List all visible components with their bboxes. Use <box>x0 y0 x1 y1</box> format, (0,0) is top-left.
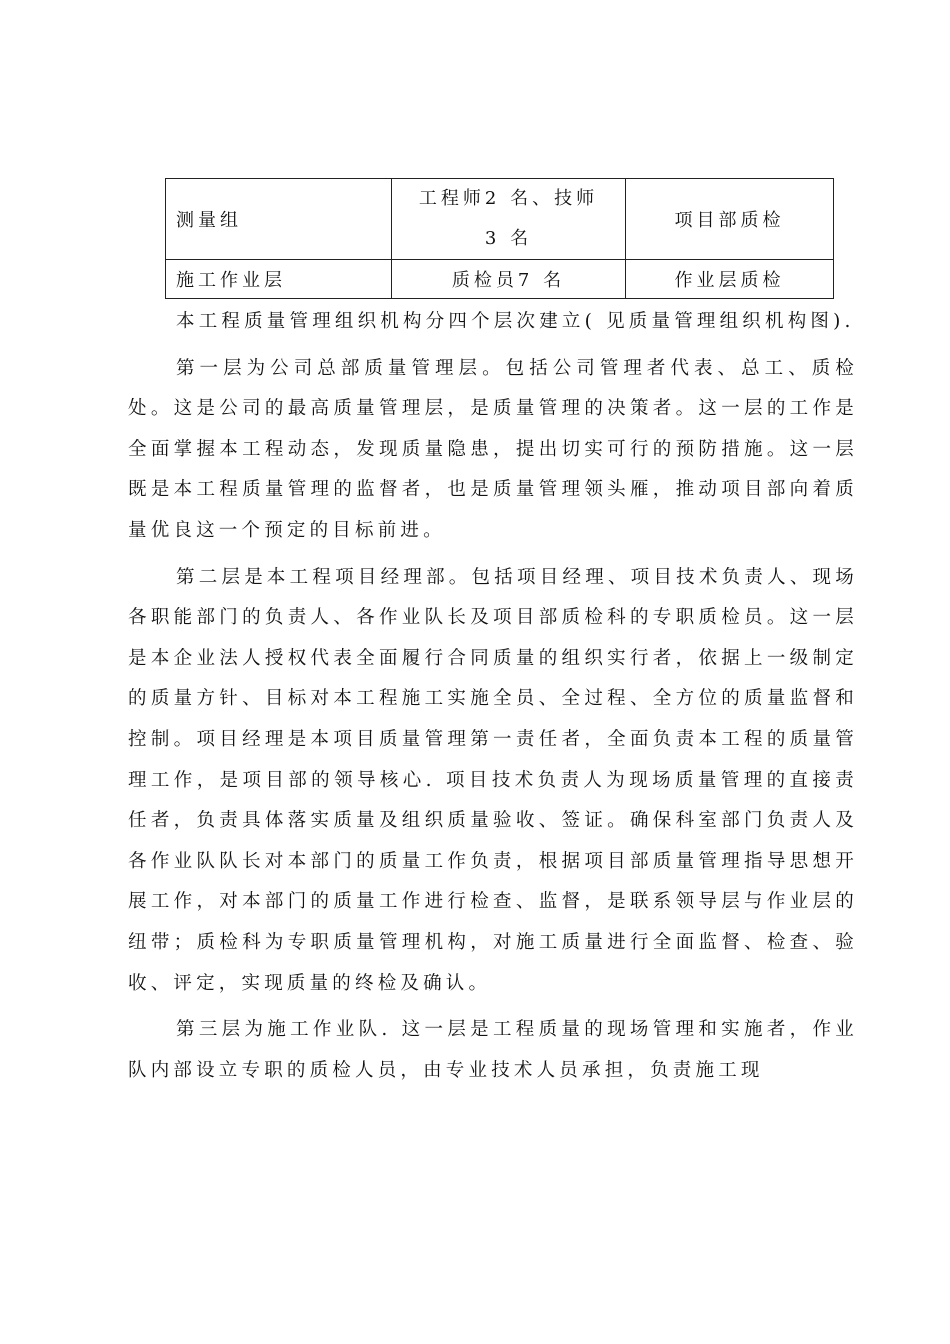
body-text <box>128 302 858 1097</box>
paragraph: 第三层为施工作业队. 这一层是工程质量的现场管理和实施者，作业队内部设立专职的质检人员，由专业技术人员承担，负责施工现 <box>128 1019 858 1081</box>
table-cell: 施工作业层 <box>166 260 392 299</box>
table-cell: 项目部质检 <box>626 179 834 260</box>
cell-line: 工程师2 名、技师 <box>418 188 599 209</box>
table-cell: 测量组 <box>166 179 392 260</box>
table-cell: 质检员7 名 <box>392 260 626 299</box>
paragraph: 第二层是本工程项目经理部。包括项目经理、项目技术负责人、现场各职能部门的负责人、各作业队长及项目部质检科的专职质检员。这一层是本企业法人授权代表全面履行合同质量的组织实行者，依据上一级制定的质量方针、目标对本工程施工实施全员、全过程、全方位的质量监督和控制。项目经理是本项目质量管理第一责任者，全面负责本工程的质量管理工作，是项目部的领导核心. 项目技术负责人为现场质量管理的直接责任者，负责具体落实质量及组织质量验收、签证。确保科室部门负责人及各作业队队长对本部门的质量工作负责，根据项目部质量管理指导思想开展工作，对本部门的质量工作进行检查、监督，是联系领导层与作业层的纽带；质检科为专职质量管理机构，对施工质量进行全面监督、检查、验收、评定，实现质量的终检及确认。 <box>128 566 858 994</box>
cell-line: 3 名 <box>484 228 533 249</box>
table-row <box>166 260 834 299</box>
quality-org-table <box>165 178 834 299</box>
paragraph: 第一层为公司总部质量管理层。包括公司管理者代表、总工、质检处。这是公司的最高质量管理层，是质量管理的决策者。这一层的工作是全面掌握本工程动态，发现质量隐患，提出切实可行的预防措施。这一层既是本工程质量管理的监督者，也是质量管理领头雁，推动项目部向着质量优良这一个预定的目标前进。 <box>128 357 858 541</box>
paragraph: 本工程质量管理组织机构分四个层次建立( 见质量管理组织机构图). <box>176 311 855 332</box>
table-row <box>166 179 834 260</box>
table-cell <box>392 179 626 260</box>
table-cell: 作业层质检 <box>626 260 834 299</box>
